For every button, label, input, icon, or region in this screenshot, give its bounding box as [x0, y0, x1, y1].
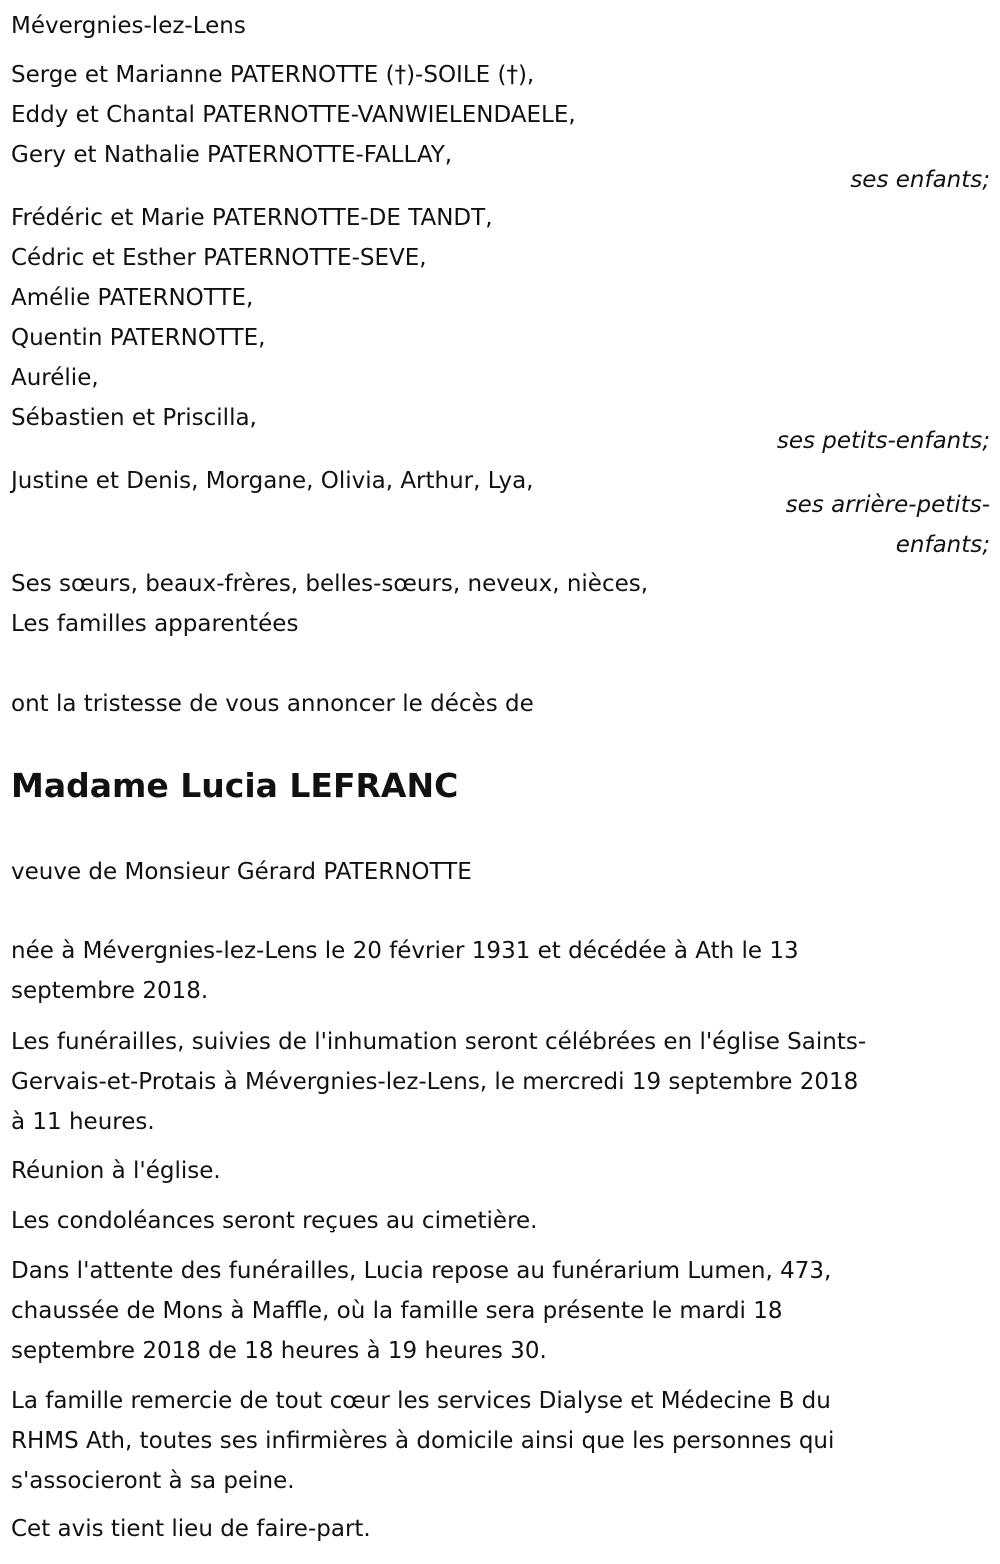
thanks-line: RHMS Ath, toutes ses infirmières à domicile ainsi que les personnes qui [11, 1428, 835, 1454]
grandchild-line: Amélie PATERNOTTE, [11, 285, 254, 311]
funeral-line: Gervais-et-Protais à Mévergnies-lez-Lens, le mercredi 19 septembre 2018 [11, 1069, 859, 1095]
great-grandchildren-label: enfants; [895, 532, 990, 558]
family-line: Ses sœurs, beaux-frères, belles-sœurs, neveux, nièces, [11, 571, 649, 597]
child-line: Gery et Nathalie PATERNOTTE-FALLAY, [11, 142, 453, 168]
child-line: Serge et Marianne PATERNOTTE (†)-SOILE (†), [11, 62, 535, 88]
family-line: Les familles apparentées [11, 611, 299, 637]
grandchild-line: Cédric et Esther PATERNOTTE-SEVE, [11, 245, 427, 271]
announcement: ont la tristesse de vous annoncer le décès de [11, 691, 534, 717]
place: Mévergnies-lez-Lens [11, 13, 246, 39]
grandchild-line: Frédéric et Marie PATERNOTTE-DE TANDT, [11, 205, 493, 231]
grandchild-line: Aurélie, [11, 365, 99, 391]
funeral-line: à 11 heures. [11, 1109, 155, 1135]
condolences: Les condoléances seront reçues au cimetière. [11, 1208, 538, 1234]
repose-line: septembre 2018 de 18 heures à 19 heures 30. [11, 1338, 547, 1364]
grandchild-line: Quentin PATERNOTTE, [11, 325, 266, 351]
child-line: Eddy et Chantal PATERNOTTE-VANWIELENDAELE, [11, 102, 576, 128]
birth-death-line: septembre 2018. [11, 978, 209, 1004]
great-grandchildren-line: Justine et Denis, Morgane, Olivia, Arthur, Lya, [11, 468, 534, 494]
repose-line: Dans l'attente des funérailles, Lucia repose au funérarium Lumen, 473, [11, 1258, 832, 1284]
thanks-line: La famille remercie de tout cœur les services Dialyse et Médecine B du [11, 1388, 831, 1414]
repose-line: chaussée de Mons à Maffle, où la famille sera présente le mardi 18 [11, 1298, 783, 1324]
widow-of: veuve de Monsieur Gérard PATERNOTTE [11, 859, 472, 885]
grandchild-line: Sébastien et Priscilla, [11, 405, 257, 431]
deceased-name: Madame Lucia LEFRANC [11, 766, 459, 805]
thanks-line: s'associeront à sa peine. [11, 1468, 295, 1494]
closing: Cet avis tient lieu de faire-part. [11, 1516, 371, 1542]
meeting: Réunion à l'église. [11, 1158, 221, 1184]
great-grandchildren-label: ses arrière-petits- [785, 492, 990, 518]
birth-death-line: née à Mévergnies-lez-Lens le 20 février 1931 et décédée à Ath le 13 [11, 938, 799, 964]
children-label: ses enfants; [850, 167, 990, 193]
funeral-line: Les funérailles, suivies de l'inhumation seront célébrées en l'église Saints- [11, 1029, 867, 1055]
grandchildren-label: ses petits-enfants; [776, 428, 990, 454]
